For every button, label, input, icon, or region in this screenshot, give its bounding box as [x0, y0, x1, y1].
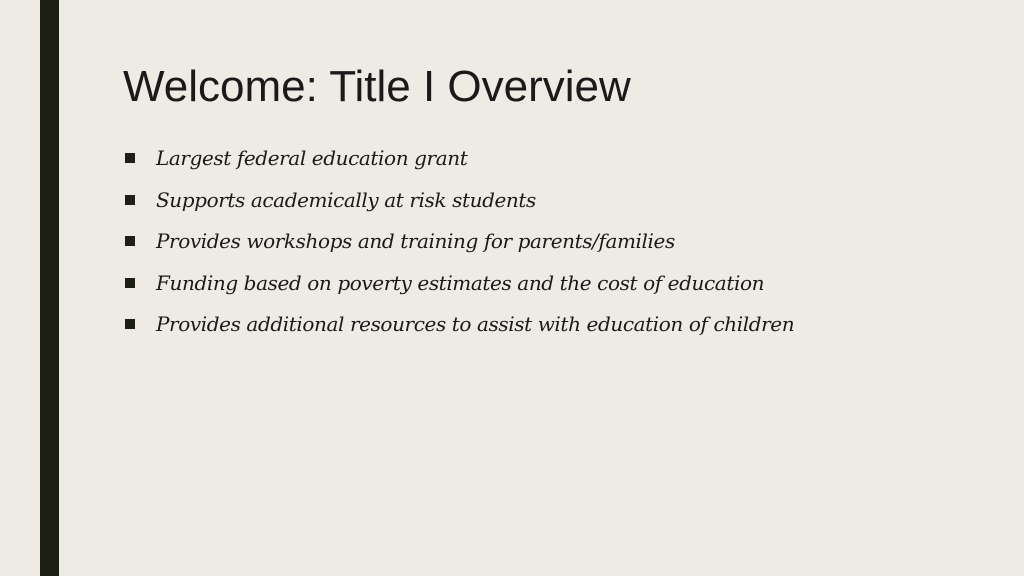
bullet-item — [125, 227, 794, 255]
square-bullet-icon — [125, 236, 135, 246]
bullet-item — [125, 144, 794, 172]
bullet-text: Provides workshops and training for parents/families — [156, 229, 675, 254]
square-bullet-icon — [125, 319, 135, 329]
square-bullet-icon — [125, 153, 135, 163]
bullet-item — [125, 186, 794, 214]
bullet-list — [125, 144, 794, 352]
bullet-item — [125, 269, 794, 297]
accent-bar — [40, 0, 59, 576]
bullet-text: Funding based on poverty estimates and the cost of education — [156, 270, 765, 295]
bullet-text: Largest federal education grant — [156, 146, 468, 170]
bullet-text: Supports academically at risk students — [156, 187, 536, 212]
square-bullet-icon — [125, 195, 135, 205]
bullet-text: Provides additional resources to assist with education of children — [156, 312, 795, 337]
slide-title: Welcome: Title I Overview — [123, 62, 631, 111]
bullet-item — [125, 310, 794, 338]
square-bullet-icon — [125, 278, 135, 288]
